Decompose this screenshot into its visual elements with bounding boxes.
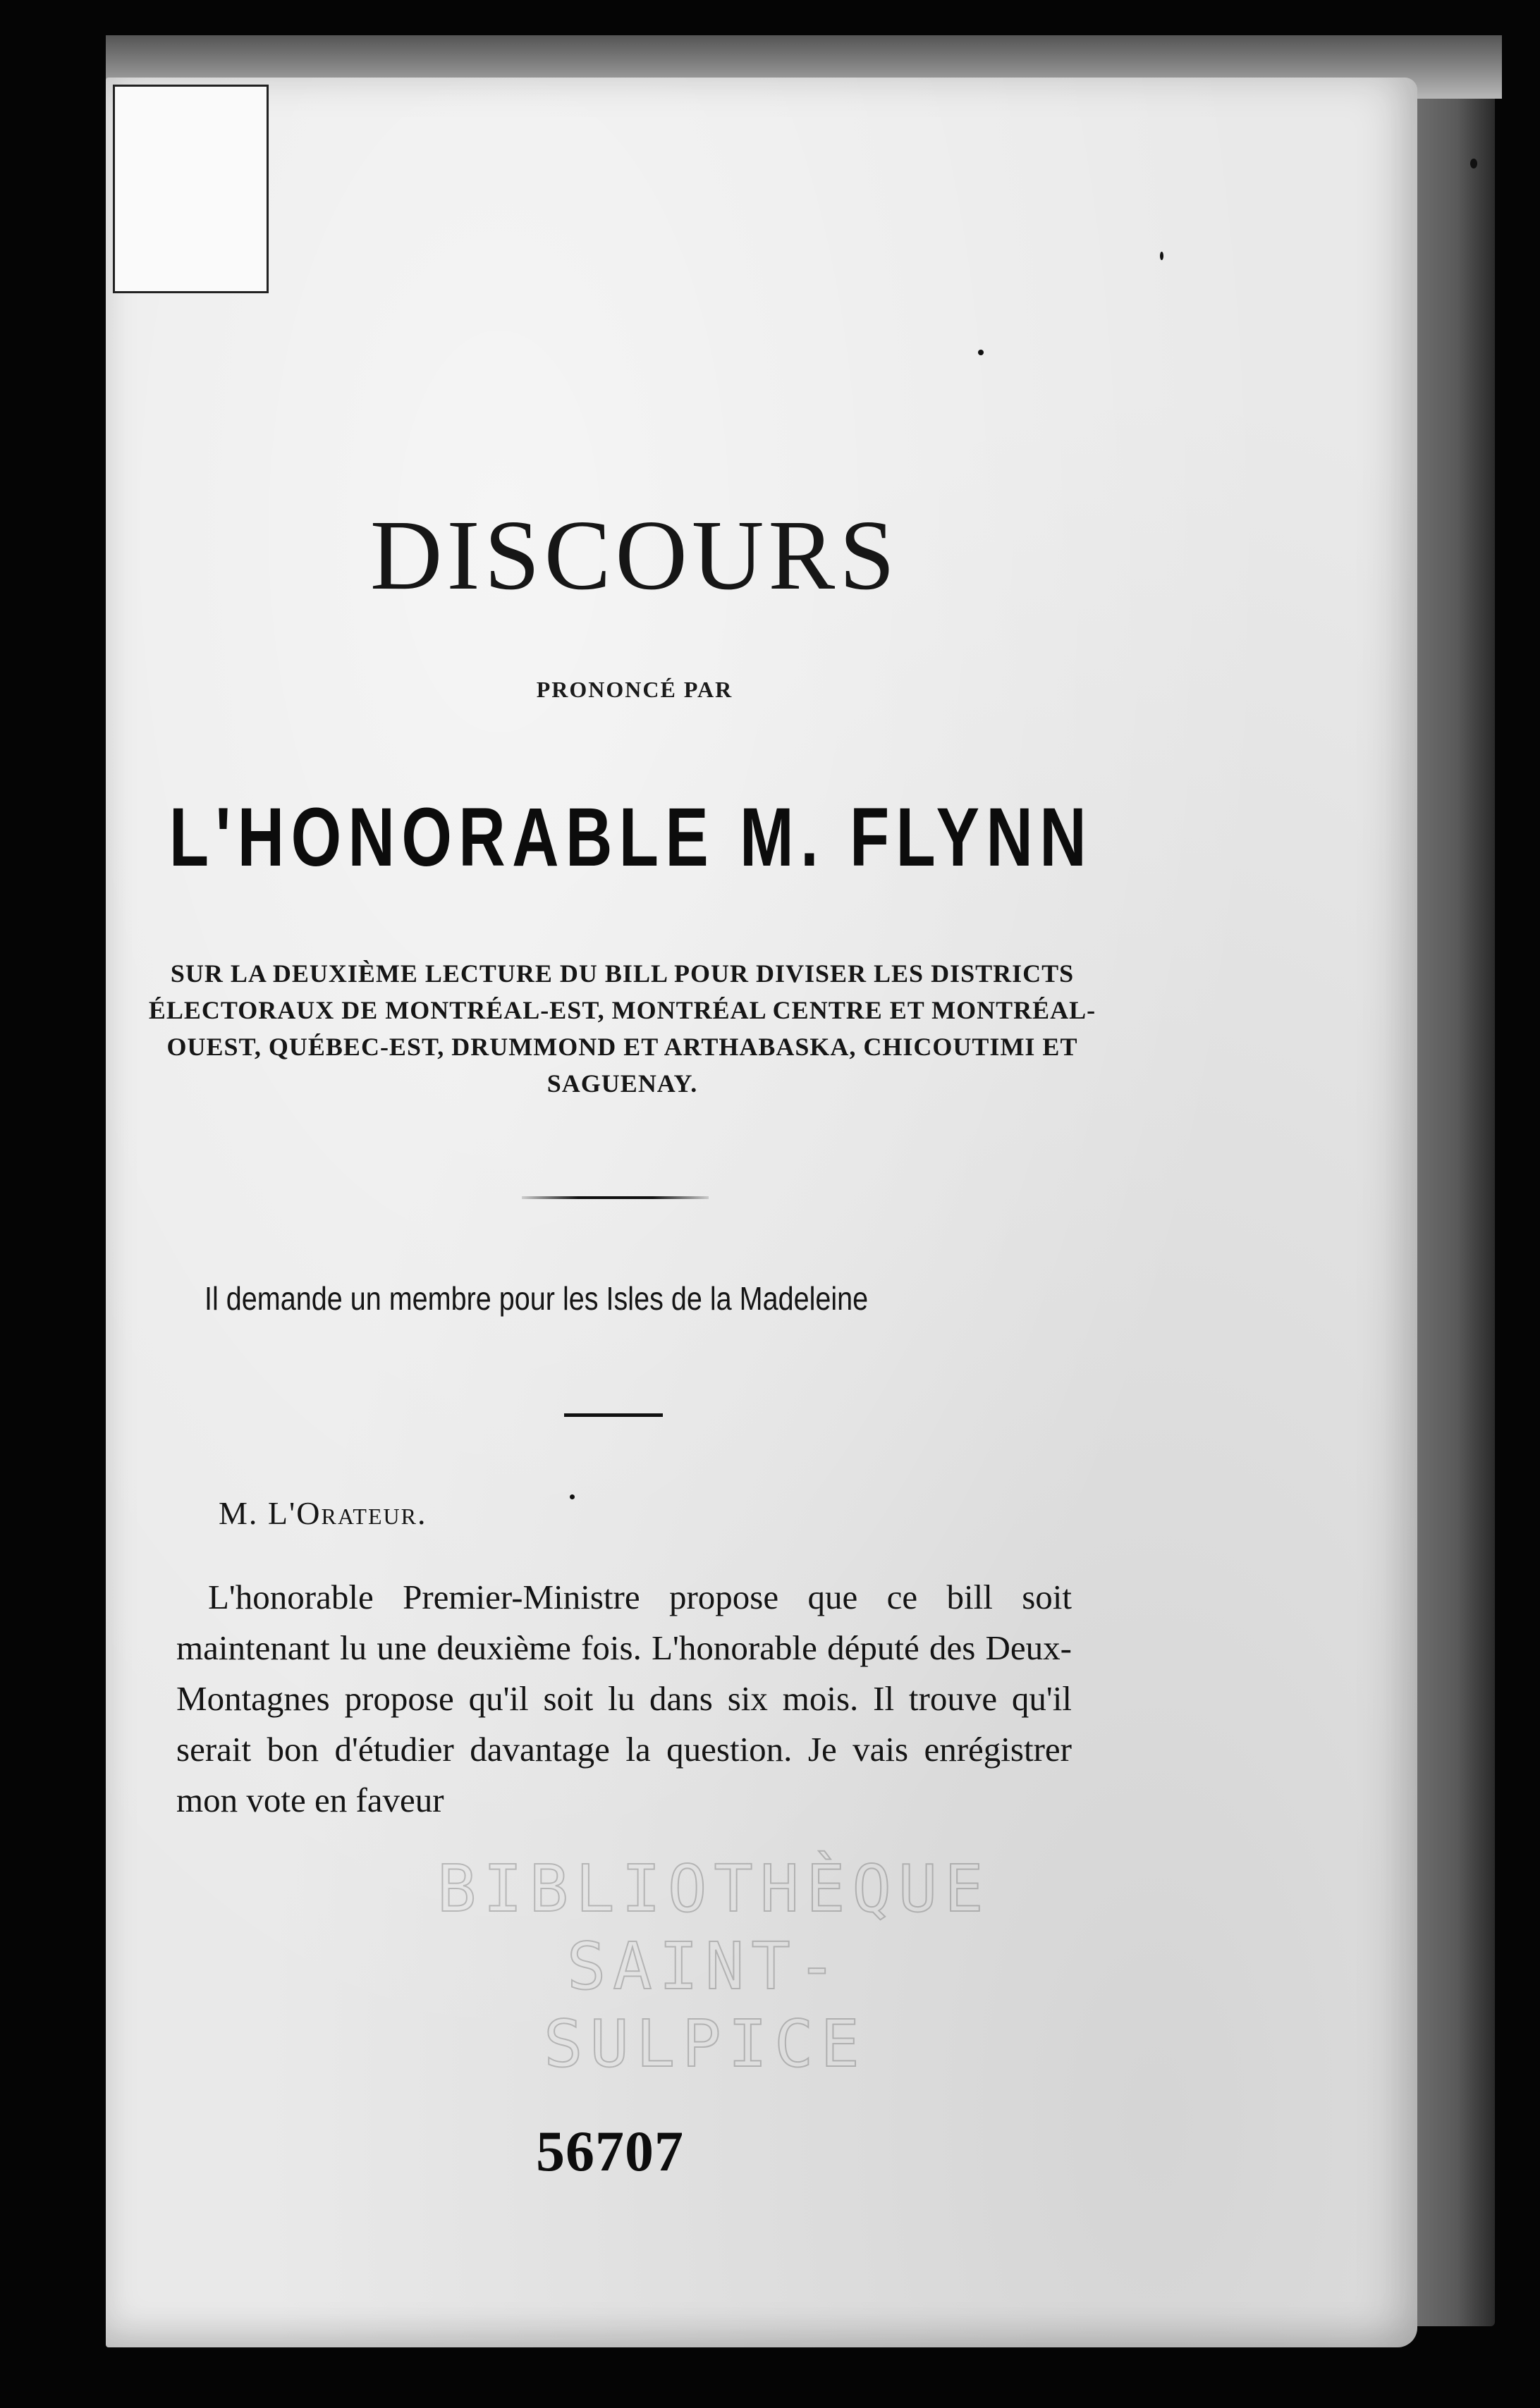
corner-paper-label — [113, 85, 269, 293]
speech-body: L'honorable Premier-Ministre propose que ce bill soit maintenant lu une deuxième fois. L'honorable député des Deux-Montagnes propose qu'il soit lu dans six mois. Il trouve qu'il serait bon d'étudier davantage la question. Je vais enrégistrer mon vote en faveur — [176, 1578, 1072, 1819]
stamp-line-2: SAINT-SULPICE — [544, 1929, 867, 2082]
salutation-prefix: M. — [219, 1495, 259, 1531]
speech-subtitle: Il demande un membre pour les Isles de la Madeleine — [204, 1280, 869, 1317]
ornamental-divider — [522, 1196, 709, 1199]
salutation-name: L'Orateur. — [267, 1495, 427, 1531]
library-stamp — [437, 1850, 991, 2083]
scan-speck — [1160, 252, 1163, 260]
catalog-number: 56707 — [536, 2119, 684, 2183]
byline: PRONONCÉ PAR — [536, 677, 733, 702]
section-divider — [564, 1413, 663, 1417]
scan-speck — [1470, 159, 1477, 168]
speech-subject: SUR LA DEUXIÈME LECTURE DU BILL POUR DIVISER LES DISTRICTS ÉLECTORAUX DE MONTRÉAL-EST, MONTRÉAL CENTRE ET MONTRÉAL-OUEST, QUÉBEC-EST, DRUMMOND ET ARTHABASKA, CHICOUTIMI ET SAGUENAY. — [148, 959, 1096, 1098]
document-title: DISCOURS — [369, 499, 900, 610]
scan-speck — [570, 1494, 575, 1499]
scan-speck — [978, 350, 984, 355]
salutation — [219, 1494, 427, 1532]
speaker-name: L'HONORABLE M. FLYNN — [169, 791, 1094, 884]
stamp-line-1: BIBLIOTHÈQUE — [437, 1851, 991, 1927]
